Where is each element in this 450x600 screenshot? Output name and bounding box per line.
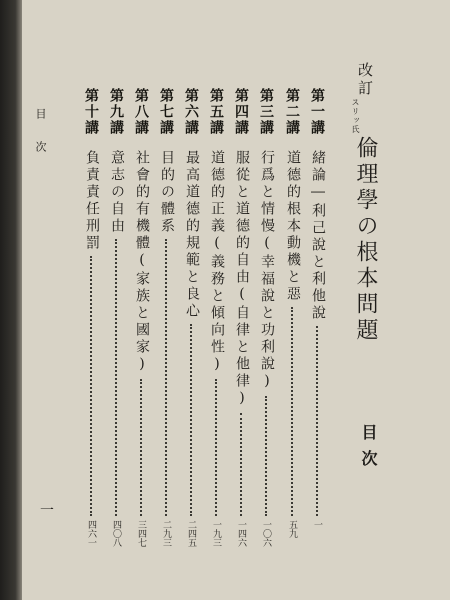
chapter-label: 第十講	[83, 88, 99, 136]
dot-leader	[140, 379, 142, 516]
chapter-page-number: 四〇八	[111, 520, 121, 547]
book-gutter	[0, 0, 22, 600]
title-main: 倫理學の根本問題	[353, 136, 378, 344]
chapter-page-number: 四六一	[86, 520, 96, 547]
chapter-label: 第八講	[133, 88, 149, 136]
chapter-page-number: 二四五	[186, 520, 196, 547]
chapter-title: 意志の自由	[109, 150, 125, 235]
dot-leader	[115, 239, 117, 516]
book-title	[350, 62, 381, 482]
running-head: 目次	[34, 108, 47, 174]
dot-leader	[190, 324, 192, 516]
chapter-title: 服從と道德的自由(自律と他律)	[234, 150, 250, 409]
dot-leader	[240, 413, 242, 516]
chapter-page-number: 三四七	[136, 520, 146, 547]
chapter-label: 第六講	[183, 88, 199, 136]
chapter-label: 第二講	[284, 88, 300, 136]
title-ruby: スリッ氏	[351, 98, 360, 134]
chapter-label: 第七講	[158, 88, 174, 136]
chapter-page-number: 一	[312, 520, 322, 529]
contents-label: 目次	[359, 424, 378, 476]
chapter-page-number: 一〇六	[261, 520, 271, 547]
chapter-title: 負責責任刑罰	[84, 150, 100, 252]
chapter-title: 社會的有機體(家族と國家)	[134, 150, 150, 375]
chapter-page-number: 二九三	[161, 520, 171, 547]
chapter-label: 第一講	[309, 88, 325, 136]
chapter-title: 行爲と情慢(幸福說と功利說)	[259, 150, 275, 392]
dot-leader	[90, 256, 92, 516]
chapter-title: 最高道德的規範と良心	[184, 150, 200, 320]
dot-leader	[265, 396, 267, 516]
chapter-title: 道德的根本動機と惡	[285, 150, 301, 303]
dot-leader	[165, 239, 167, 516]
dot-leader	[291, 307, 293, 516]
dot-leader	[316, 326, 318, 516]
chapter-label: 第三講	[258, 88, 274, 136]
chapter-page-number: 一四六	[236, 520, 246, 547]
chapter-label: 第九講	[108, 88, 124, 136]
chapter-page-number: 五九	[287, 520, 297, 538]
chapter-title: 緒論―利己說と利他說	[310, 150, 326, 322]
page-folio: 一	[40, 503, 54, 519]
title-prefix: 改訂	[356, 62, 374, 98]
chapter-label: 第四講	[233, 88, 249, 136]
chapter-title: 道德的正義(義務と傾向性)	[209, 150, 225, 375]
chapter-title: 目的の體系	[159, 150, 175, 235]
dot-leader	[215, 379, 217, 516]
chapter-page-number: 一九三	[211, 520, 221, 547]
chapter-label: 第五講	[208, 88, 224, 136]
